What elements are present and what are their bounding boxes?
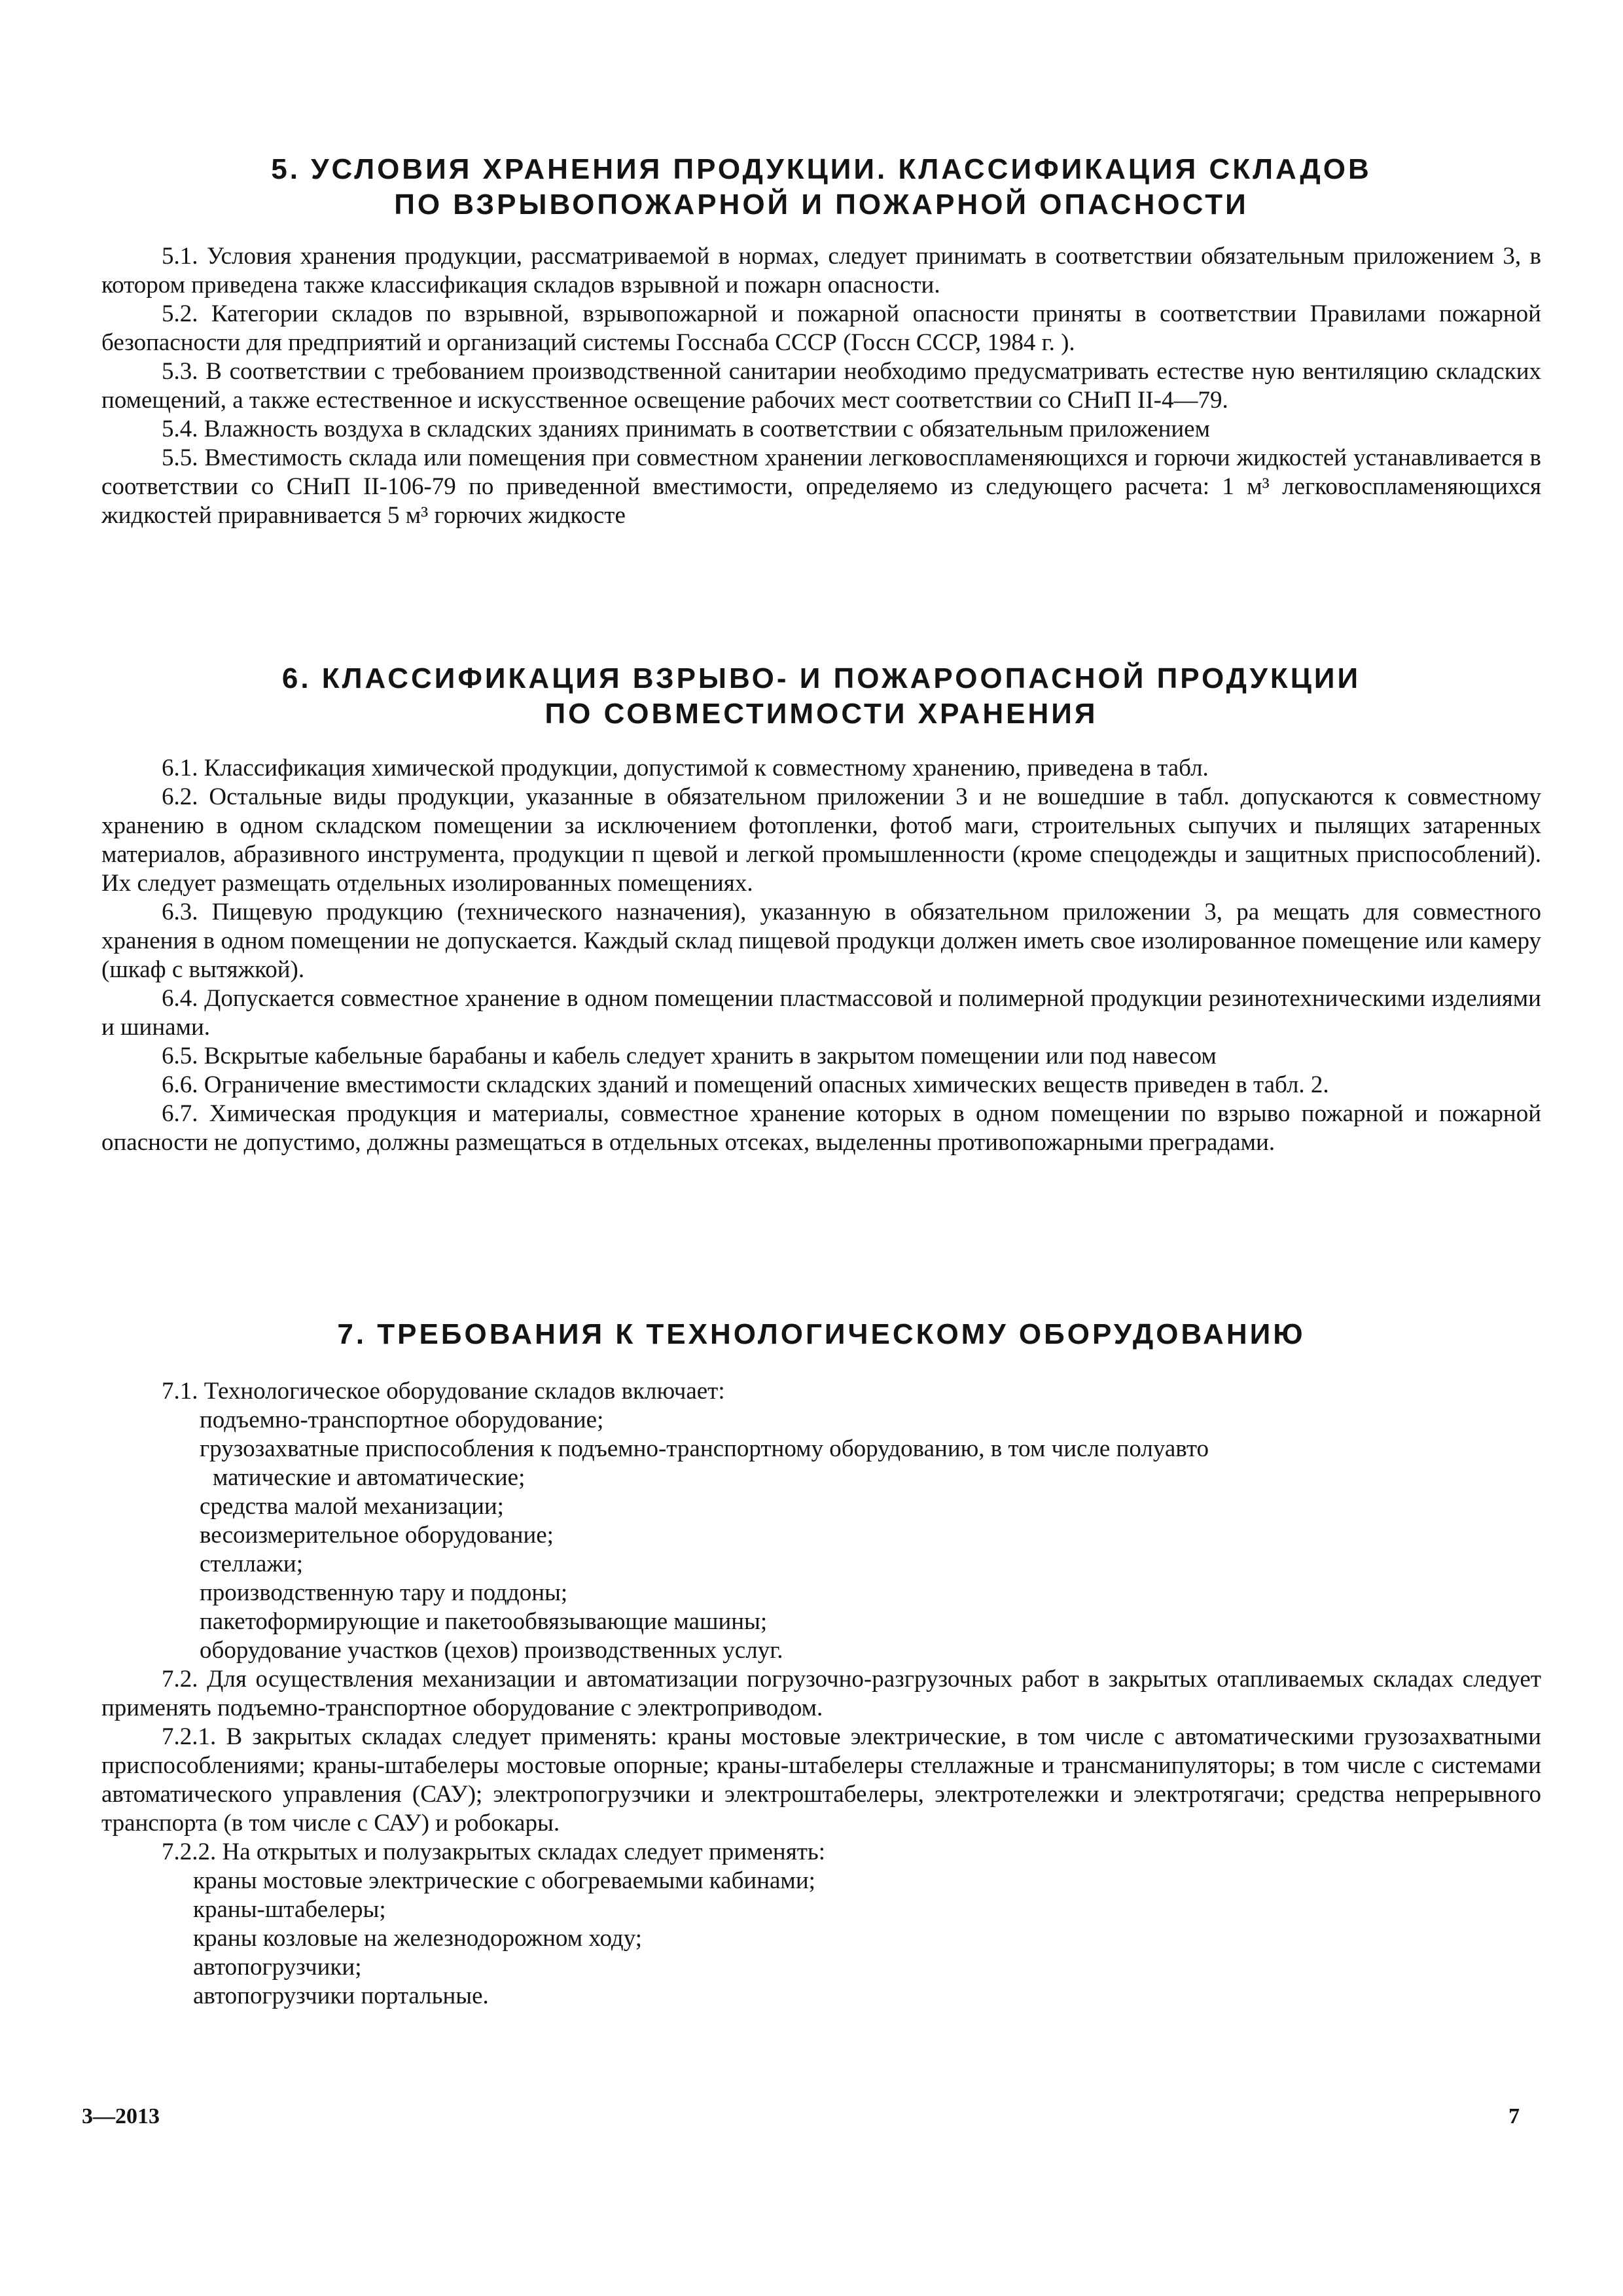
- section-6-title-line2: ПО СОВМЕСТИМОСТИ ХРАНЕНИЯ: [544, 698, 1098, 730]
- paragraph-5-4: 5.4. Влажность воздуха в складских зданиях принимать в соответствии с обязательным приложением: [162, 416, 1211, 442]
- section-5-title-line2: ПО ВЗРЫВОПОЖАРНОЙ И ПОЖАРНОЙ ОПАСНОСТИ: [394, 188, 1249, 221]
- list-item: пакетоформирующие и пакетообвязывающие машины;: [200, 1608, 768, 1635]
- list-item: автопогрузчики;: [193, 1954, 362, 1981]
- list-item: средства малой механизации;: [200, 1493, 504, 1520]
- list-item: матические и автоматические;: [213, 1464, 526, 1491]
- list-item: автопогрузчики портальные.: [193, 1982, 489, 2009]
- section-5-title-line1: 5. УСЛОВИЯ ХРАНЕНИЯ ПРОДУКЦИИ. КЛАССИФИКАЦИЯ СКЛАДОВ: [271, 153, 1372, 185]
- footer-code: 3—2013: [82, 2104, 160, 2128]
- list-item: краны-штабелеры;: [193, 1896, 386, 1923]
- paragraph-5-3: 5.3. В соответствии с требованием производственной санитарии необходимо предусматривать естестве ную вентиляцию складских помещений, а также естественное и искусственное освещение рабочих мест соответствии со СНиП II-4—79.: [101, 358, 1541, 414]
- outdoor-equipment-list: [101, 1867, 1541, 2011]
- section-7: [101, 1317, 1541, 2011]
- paragraph-6-1: 6.1. Классификация химической продукции, допустимой к совместному хранению, приведена в табл.: [162, 755, 1209, 781]
- list-item: производственную тару и поддоны;: [200, 1579, 568, 1606]
- paragraph-6-4: 6.4. Допускается совместное хранение в одном помещении пластмассовой и полимерной продукции резинотехническими изделиями и шинами.: [101, 985, 1541, 1041]
- paragraph-6-6: 6.6. Ограничение вместимости складских зданий и помещений опасных химических веществ приведен в табл. 2.: [162, 1071, 1329, 1098]
- list-item: грузозахватные приспособления к подъемно-транспортному оборудованию, в том числе полуавто: [200, 1435, 1209, 1462]
- paragraph-7-2: 7.2. Для осуществления механизации и автоматизации погрузочно-разгрузочных работ в закрытых отапливаемых складах следует применять подъемно-транспортное оборудование с электроприводом.: [101, 1666, 1541, 1721]
- list-item: стеллажи;: [200, 1551, 304, 1577]
- paragraph-6-3: 6.3. Пищевую продукцию (технического назначения), указанную в обязательном приложении 3, ра мещать для совместного хранения в одном помещении не допускается. Каждый склад пищевой продукци должен иметь свое изолированное помещение или камеру (шкаф с вытяжкой).: [101, 899, 1541, 983]
- section-6: [101, 661, 1541, 1157]
- paragraph-5-1: 5.1. Условия хранения продукции, рассматриваемой в нормах, следует принимать в соответствии обязательным приложением 3, в котором приведена также классификация складов взрывной и пожарн опасности.: [101, 243, 1541, 298]
- paragraph-5-2: 5.2. Категории складов по взрывной, взрывопожарной и пожарной опасности приняты в соответствии Правилами пожарной безопасности для предприятий и организаций системы Госснаба СССР (Госсн СССР, 1984 г. ).: [101, 300, 1541, 356]
- list-item: краны козловые на железнодорожном ходу;: [193, 1925, 643, 1952]
- list-item: весоизмерительное оборудование;: [200, 1522, 554, 1549]
- equipment-list: [101, 1406, 1541, 1665]
- page-number: 7: [1508, 2104, 1520, 2128]
- section-5: [101, 152, 1541, 530]
- list-item: краны мостовые электрические с обогреваемыми кабинами;: [193, 1867, 815, 1894]
- paragraph-6-2: 6.2. Остальные виды продукции, указанные в обязательном приложении 3 и не вошедшие в табл. допускаются к совместному хранению в одном складском помещении за исключением фотопленки, фотоб маги, строительных сыпучих и пылящих затаренных материалов, абразивного инструмента, продукции п щевой и легкой промышленности (кроме спецодежды и защитных приспособлений). Их следует размещать отдельных изолированных помещениях.: [101, 783, 1541, 897]
- paragraph-6-7: 6.7. Химическая продукция и материалы, совместное хранение которых в одном помещении по взрыво пожарной и пожарной опасности не допустимо, должны размещаться в отдельных отсеках, выделенны противопожарными преградами.: [101, 1100, 1541, 1156]
- paragraph-7-1: 7.1. Технологическое оборудование складов включает:: [162, 1378, 725, 1405]
- paragraph-5-5: 5.5. Вместимость склада или помещения при совместном хранении легковоспламеняющихся и горючи жидкостей устанавливается в соответствии со СНиП II-106-79 по приведенной вместимости, определяемо из следующего расчета: 1 м³ легковоспламеняющихся жидкостей приравнивается 5 м³ горючих жидкосте: [101, 444, 1541, 529]
- list-item: оборудование участков (цехов) производственных услуг.: [200, 1637, 783, 1664]
- list-item: подъемно-транспортное оборудование;: [200, 1407, 604, 1433]
- section-6-title-line1: 6. КЛАССИФИКАЦИЯ ВЗРЫВО- И ПОЖАРООПАСНОЙ ПРОДУКЦИИ: [281, 662, 1361, 694]
- paragraph-6-5: 6.5. Вскрытые кабельные барабаны и кабель следует хранить в закрытом помещении или под навесом: [162, 1043, 1217, 1069]
- paragraph-7-2-1: 7.2.1. В закрытых складах следует применять: краны мостовые электрические, в том числе с автоматическими грузозахватными приспособлениями; краны-штабелеры мостовые опорные; краны-штабелеры стеллажные и трансманипуляторы; в том числе с системами автоматического управления (САУ); электропогрузчики и электроштабелеры, электротележки и электротягачи; средства непрерывного транспорта (в том числе с САУ) и робокары.: [101, 1723, 1541, 1837]
- section-7-title: 7. ТРЕБОВАНИЯ К ТЕХНОЛОГИЧЕСКОМУ ОБОРУДОВАНИЮ: [337, 1318, 1306, 1350]
- paragraph-7-2-2: 7.2.2. На открытых и полузакрытых складах следует применять:: [162, 1839, 826, 1865]
